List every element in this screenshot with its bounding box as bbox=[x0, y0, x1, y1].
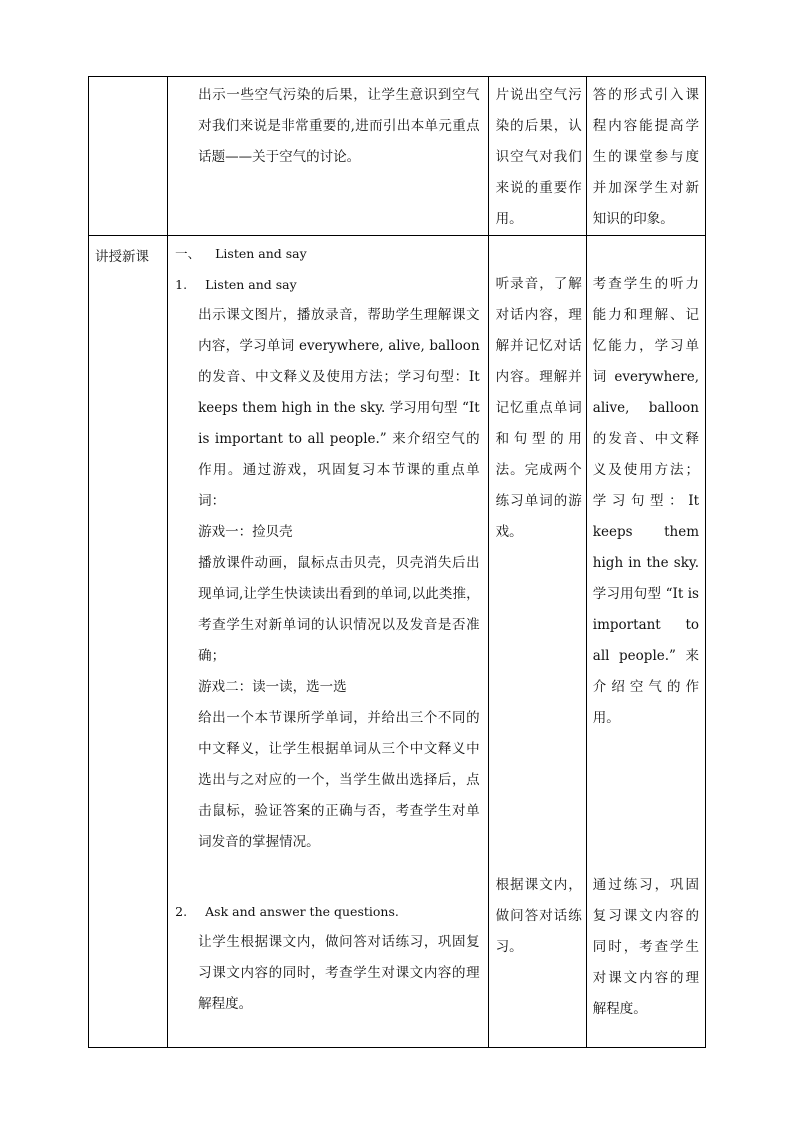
item-heading bbox=[168, 269, 488, 300]
table-row bbox=[89, 77, 706, 236]
student-activity-cell bbox=[488, 77, 586, 236]
procedure-cell bbox=[168, 236, 489, 1048]
item-number: 1. bbox=[175, 277, 188, 292]
item-title: Ask and answer the questions. bbox=[205, 904, 399, 919]
procedure-cell bbox=[168, 77, 489, 236]
section-number: 一、 bbox=[175, 246, 201, 261]
phase-label: 讲授新课 bbox=[95, 249, 149, 265]
design-purpose-text: 答的形式引入课程内容能提高学生的课堂参与度并加深学生对新知识的印象。 bbox=[592, 87, 699, 227]
student-activity-text: 根据课文内，做问答对话练习。 bbox=[495, 877, 582, 955]
student-activity-text: 听录音，了解对话内容，理解并记忆对话内容。理解并记忆重点单词和句型的用法。完成两个练习单词的游戏。 bbox=[495, 276, 582, 540]
student-activity-text: 片说出空气污染的后果，认识空气对我们来说的重要作用。 bbox=[495, 87, 582, 227]
procedure-paragraph: 给出一个本节课所学单词，并给出三个不同的中文释义，让学生根据单词从三个中文释义中选出与之对应的一个，当学生做出选择后，点击鼠标，验证答案的正确与否，考查学生对单词发音的掌握情况。 bbox=[198, 710, 480, 850]
procedure-paragraph: 播放课件动画，鼠标点击贝壳，贝壳消失后出现单词,让学生快读读出看到的单词,以此类推，考查学生对新单词的认识情况以及发音是否准确； bbox=[198, 555, 480, 664]
procedure-paragraph: 出示课文图片，播放录音，帮助学生理解课文内容，学习单词 everywhere, alive, balloon 的发音、中文释义及使用方法；学习句型：It keeps them high in the sky. 学习用句型 “It is important to all people.” 来介绍空气的作用。通过游戏，巩固复习本节课的重点单词： bbox=[198, 307, 480, 509]
design-purpose-text: 考查学生的听力能力和理解、记忆能力，学习单词 everywhere, alive, balloon 的发音、中文释义及使用方法；学习句型：It keeps them high in the sky. 学习用句型 “It is important to all people.” 来介绍空气的作用。 bbox=[592, 276, 699, 726]
lesson-plan-table bbox=[88, 76, 706, 1048]
section-heading bbox=[168, 238, 488, 269]
phase-cell bbox=[89, 77, 168, 236]
design-purpose-cell bbox=[586, 236, 705, 1048]
table-row bbox=[89, 236, 706, 1048]
item-title: Listen and say bbox=[205, 277, 297, 292]
item-heading bbox=[168, 896, 488, 927]
student-activity-cell bbox=[488, 236, 586, 1048]
procedure-text: 出示一些空气污染的后果，让学生意识到空气对我们来说是非常重要的,进而引出本单元重点话题——关于空气的讨论。 bbox=[198, 87, 480, 165]
item-number: 2. bbox=[175, 904, 188, 919]
phase-cell bbox=[89, 236, 168, 1048]
procedure-paragraph: 游戏二：读一读，选一选 bbox=[198, 679, 347, 695]
design-purpose-cell bbox=[586, 77, 705, 236]
section-title: Listen and say bbox=[215, 246, 307, 261]
procedure-paragraph: 游戏一：捡贝壳 bbox=[198, 524, 293, 540]
design-purpose-text: 通过练习，巩固复习课文内容的同时，考查学生对课文内容的理解程度。 bbox=[592, 877, 699, 1017]
procedure-paragraph: 让学生根据课文内，做问答对话练习，巩固复习课文内容的同时，考查学生对课文内容的理解程度。 bbox=[198, 934, 480, 1012]
